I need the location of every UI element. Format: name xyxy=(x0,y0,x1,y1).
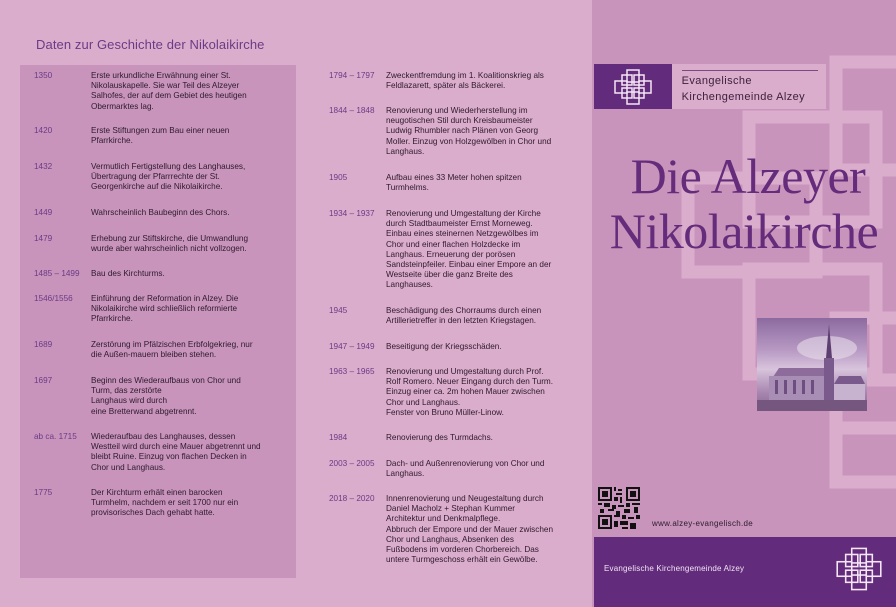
timeline-year: 1844 – 1848 xyxy=(329,106,375,115)
timeline-text: Beginn des Wiederaufbaus von Chor und Turm, das zerstörte Langhaus wird durch eine Bretterwand abgetrennt. xyxy=(91,376,241,416)
timeline-year: 1449 xyxy=(34,208,53,217)
footer-bar xyxy=(594,537,896,607)
timeline-text: Aufbau eines 33 Meter hohen spitzen Turmhelms. xyxy=(386,173,522,193)
website-link[interactable]: www.alzey-evangelisch.de xyxy=(652,519,754,528)
timeline-text: Renovierung und Wiederherstellung im neugotischen Stil durch Kreisbaumeister Ludwig Rhumbler nach Plänen von Georg Moller. Einzug von Holzgewölben in Chor und Langhaus. xyxy=(386,106,552,156)
timeline-year: 1420 xyxy=(34,126,53,135)
timeline-text: Beschädigung des Chorraums durch einen Artillerietreffer in den letzten Kriegstagen. xyxy=(386,306,542,326)
timeline-text: Beseitigung der Kriegsschäden. xyxy=(386,342,502,351)
timeline-year: 1934 – 1937 xyxy=(329,209,375,218)
timeline-year: 1984 xyxy=(329,433,348,442)
timeline-year: 1794 – 1797 xyxy=(329,71,375,80)
church-photo xyxy=(757,318,867,411)
cover-title-line1: Die Alzeyer xyxy=(630,148,866,204)
cover-panel xyxy=(592,0,896,607)
church-illustration xyxy=(757,318,867,411)
timeline-text: Einführung der Reformation in Alzey. Die Nikolaikirche wird schließlich reformierte Pfarrkirche. xyxy=(91,294,239,324)
timeline-text: Wiederaufbau des Langhauses, dessen Westteil wird durch eine Mauer abgetrennt und bleibt Ruine. Einzug von flachen Decken in Chor und Langhaus. xyxy=(91,432,261,472)
timeline-year: 1546/1556 xyxy=(34,294,73,303)
timeline-text: Innenrenovierung und Neugestaltung durch Daniel Macholz + Stephan Kummer Architektur und Denkmalpflege. Abbruch der Empore und der Mauer zwischen Chor und Langhaus, Absenken des Fußbodens im vorderen Chorbereich. Das untere Turmgeschoss erhält ein Gewölbe. xyxy=(386,494,554,565)
brand-name-line1: Evangelische xyxy=(681,75,752,87)
timeline-year: 1775 xyxy=(34,488,53,497)
brand-text-box xyxy=(672,64,826,109)
timeline-year: 1350 xyxy=(34,71,53,80)
cross-lattice-icon xyxy=(614,69,652,105)
brand-divider xyxy=(682,70,818,71)
footer-text: Evangelische Kirchengemeinde Alzey xyxy=(604,564,745,573)
timeline-year: 1963 – 1965 xyxy=(329,367,375,376)
timeline-text: Erste Stiftungen zum Bau einer neuen Pfarrkirche. xyxy=(91,126,230,146)
timeline-year: 1689 xyxy=(34,340,53,349)
timeline-year: 2018 – 2020 xyxy=(329,494,375,503)
timeline-text: Renovierung und Umgestaltung der Kirche durch Stadtbaumeister Ernst Morneweg. Einbau eines steinernen Netzgewölbes im Chor und einer flachen Holzdecke im Langhaus. Erneuerung der porösen Sandsteinpfeiler. Einbau einer Empore an der Westseite über die ganz Breite des Langhauses. xyxy=(386,209,552,290)
timeline-text: Wahrscheinlich Baubeginn des Chors. xyxy=(91,208,230,217)
timeline-text: Renovierung des Turmdachs. xyxy=(386,433,493,442)
timeline-text: Bau des Kirchturms. xyxy=(91,269,165,278)
timeline-year: 1945 xyxy=(329,306,348,315)
timeline-text: Vermutlich Fertigstellung des Langhauses, Übertragung der Pfarrrechte der St. Georgenkirche auf die Nikolaikirche. xyxy=(91,162,246,192)
timeline-heading: Daten zur Geschichte der Nikolaikirche xyxy=(36,37,265,52)
timeline-year: 1947 – 1949 xyxy=(329,342,375,351)
qr-code-icon xyxy=(598,487,640,529)
timeline-year: 1479 xyxy=(34,234,53,243)
timeline-text: Der Kirchturm erhält einen barocken Turmhelm, nachdem er seit 1700 nur ein provisorisches Dach gehabt hatte. xyxy=(91,488,239,518)
timeline-box-left xyxy=(20,65,296,578)
timeline-text: Erhebung zur Stiftskirche, die Umwandlung wurde aber wahrscheinlich nicht vollzogen. xyxy=(91,234,249,254)
timeline-text: Renovierung und Umgestaltung durch Prof. Rolf Romero. Neuer Eingang durch den Turm. Einzug einer ca. 2m hohen Mauer zwischen Chor und Langhaus. Fenster von Bruno Müller-Linow. xyxy=(386,367,554,417)
timeline-year: 1905 xyxy=(329,173,348,182)
brand-logo-box xyxy=(594,64,672,109)
timeline-year: 1697 xyxy=(34,376,53,385)
brand-header xyxy=(594,64,826,109)
timeline-panel-middle xyxy=(296,0,592,607)
brand-name-line2: Kirchengemeinde Alzey xyxy=(681,91,806,103)
timeline-text: Erste urkundliche Erwähnung einer St. Nikolauskapelle. Sie war Teil des Alzeyer Salhofes, der auf dem Gebiet des heutigen Obermarktes lag. xyxy=(91,71,247,111)
timeline-text: Zerstörung im Pfälzischen Erbfolgekrieg, nur die Außen-mauern bleiben stehen. xyxy=(91,340,253,360)
timeline-year: 1432 xyxy=(34,162,53,171)
timeline-year: 1485 – 1499 xyxy=(34,269,80,278)
cover-title-line2: Nikolaikirche xyxy=(609,203,879,259)
timeline-text: Zweckentfremdung im 1. Koalitionskrieg als Feldlazarett, später als Bäckerei. xyxy=(386,71,544,91)
timeline-year: ab ca. 1715 xyxy=(34,432,77,441)
timeline-year: 2003 – 2005 xyxy=(329,459,375,468)
cross-lattice-icon xyxy=(836,547,882,591)
timeline-text: Dach- und Außenrenovierung von Chor und Langhaus. xyxy=(386,459,545,479)
